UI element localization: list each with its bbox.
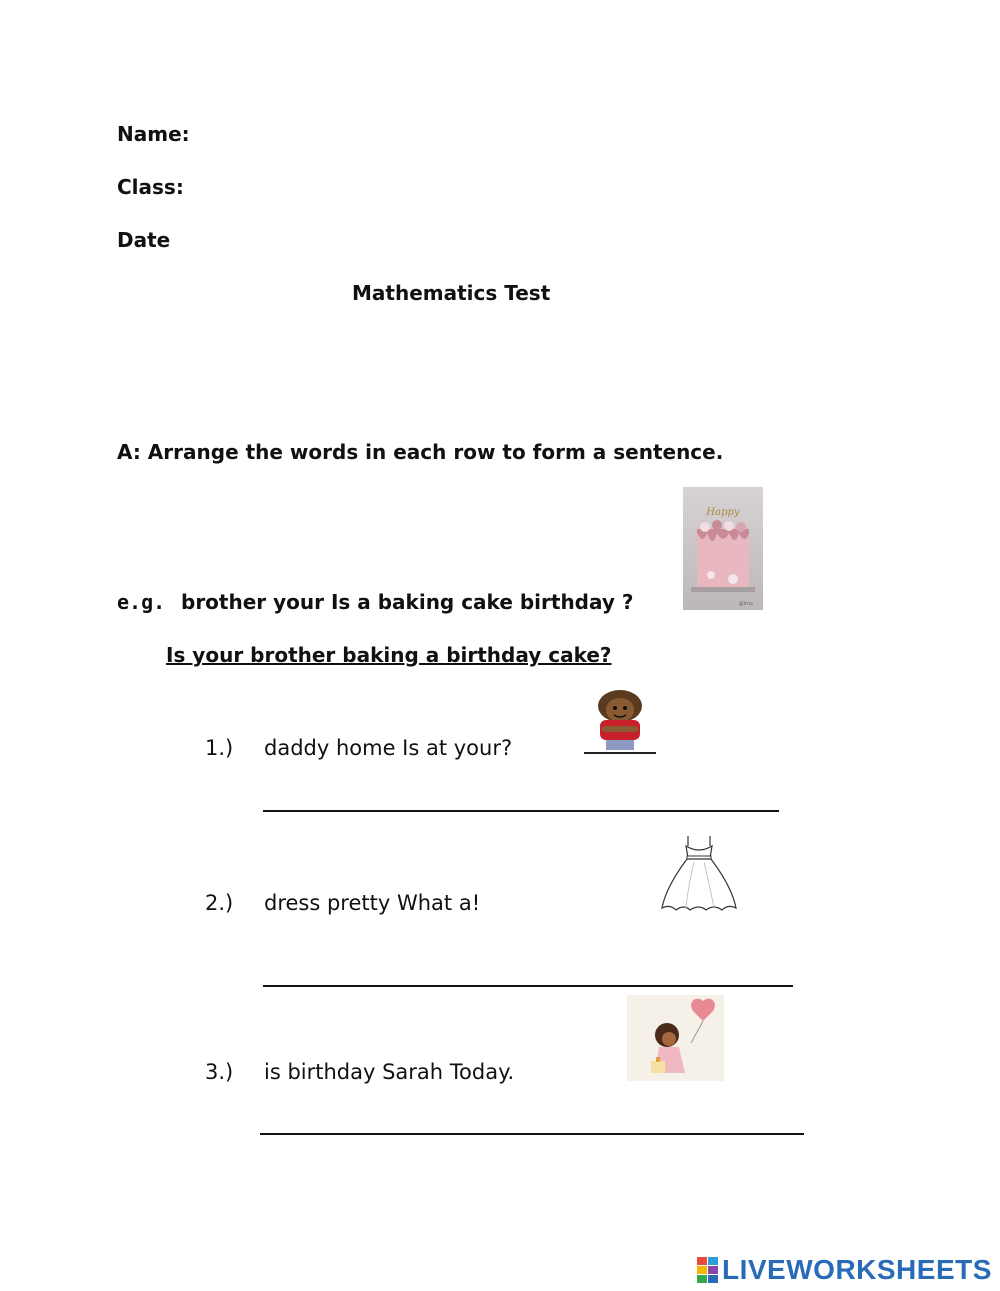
date-label: Date — [117, 228, 171, 252]
page-title: Mathematics Test — [352, 281, 551, 305]
liveworksheets-logo-icon — [697, 1257, 719, 1283]
svg-text:Happy: Happy — [706, 507, 740, 518]
question-number-2: 2.) — [205, 891, 234, 915]
answer-line-1[interactable] — [263, 810, 779, 812]
name-label: Name: — [117, 122, 190, 146]
question-number-1: 1.) — [205, 736, 234, 760]
answer-line-3[interactable] — [260, 1133, 804, 1135]
example-prefix: e.g. — [117, 590, 166, 614]
question-words-1: daddy home Is at your? — [264, 736, 513, 760]
birthday-cake-image — [683, 487, 763, 610]
question-number-3: 3.) — [205, 1060, 234, 1084]
example-words: brother your Is a baking cake birthday ? — [181, 590, 634, 614]
white-dress-image — [658, 832, 740, 914]
question-words-2: dress pretty What a! — [264, 891, 481, 915]
man-cartoon-image — [582, 688, 658, 756]
liveworksheets-logo — [697, 1254, 992, 1286]
example-answer: Is your brother baking a birthday cake? — [166, 643, 612, 667]
section-instruction: A: Arrange the words in each row to form a sentence. — [117, 440, 724, 464]
answer-line-2[interactable] — [263, 985, 793, 987]
svg-text:@lmo: @lmo — [738, 601, 753, 607]
girl-with-balloon-image — [627, 995, 724, 1081]
liveworksheets-brand: LIVEWORKSHEETS — [722, 1254, 992, 1285]
class-label: Class: — [117, 175, 184, 199]
question-words-3: is birthday Sarah Today. — [264, 1060, 515, 1084]
